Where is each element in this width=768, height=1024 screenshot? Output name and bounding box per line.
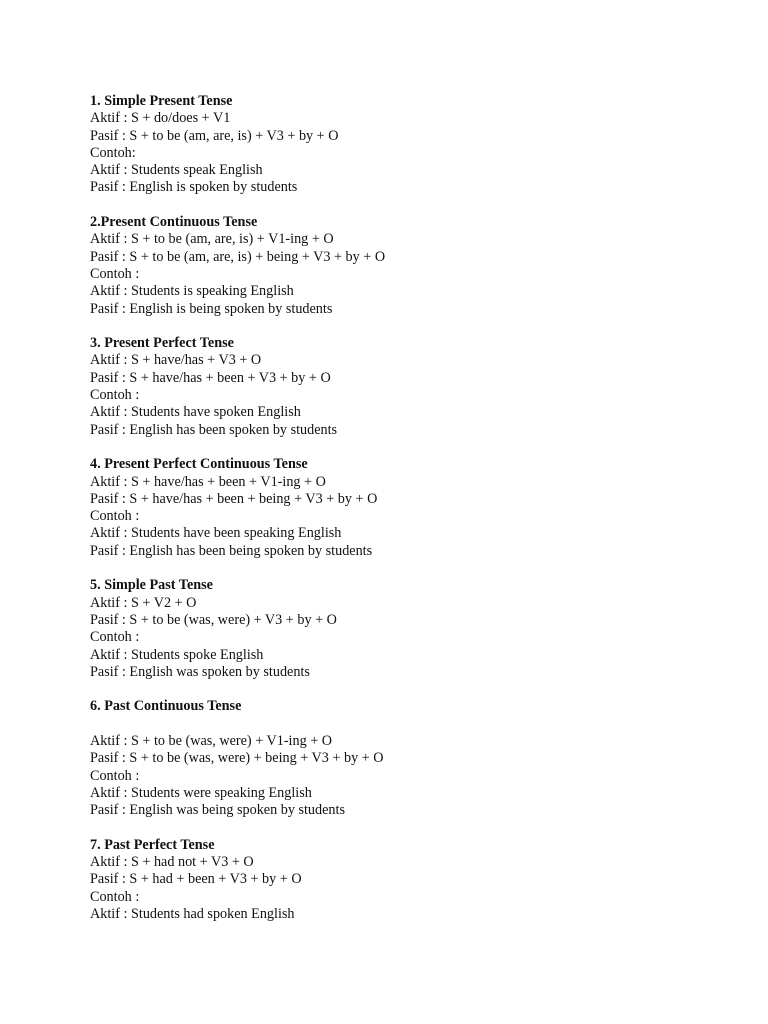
- section-spacer: [90, 197, 730, 214]
- example-label: Contoh :: [90, 888, 140, 905]
- tense-section-past-continuous: [90, 698, 730, 819]
- active-example: Aktif : Students have spoken English: [90, 404, 301, 421]
- tense-section-simple-present: [90, 93, 730, 197]
- passive-formula: Pasif : S + have/has + been + being + V3 + by + O: [90, 490, 378, 507]
- tense-section-present-perfect-continuous: [90, 456, 730, 560]
- active-formula: Aktif : S + to be (was, were) + V1-ing + O: [90, 732, 333, 749]
- passive-example: Pasif : English is spoken by students: [90, 179, 298, 196]
- passive-example: Pasif : English has been spoken by students: [90, 421, 338, 438]
- passive-formula: Pasif : S + have/has + been + V3 + by + O: [90, 369, 331, 386]
- section-spacer: [90, 560, 730, 577]
- example-label: Contoh :: [90, 767, 140, 784]
- active-formula: Aktif : S + V2 + O: [90, 594, 197, 611]
- blank-line: [90, 716, 730, 733]
- active-example: Aktif : Students have been speaking English: [90, 525, 342, 542]
- example-label: Contoh :: [90, 387, 140, 404]
- section-spacer: [90, 819, 730, 836]
- passive-formula: Pasif : S + had + been + V3 + by + O: [90, 871, 302, 888]
- active-formula: Aktif : S + have/has + been + V1-ing + O: [90, 473, 326, 490]
- passive-formula: Pasif : S + to be (am, are, is) + being + V3 + by + O: [90, 248, 386, 265]
- section-spacer: [90, 681, 730, 698]
- tense-section-present-perfect: [90, 335, 730, 439]
- active-example: Aktif : Students had spoken English: [90, 905, 295, 922]
- section-heading: 1. Simple Present Tense: [90, 93, 233, 109]
- passive-example: Pasif : English has been being spoken by students: [90, 542, 373, 559]
- section-heading: 2.Present Continuous Tense: [90, 214, 258, 231]
- section-heading: 6. Past Continuous Tense: [90, 698, 242, 715]
- active-formula: Aktif : S + to be (am, are, is) + V1-ing + O: [90, 231, 334, 248]
- example-label: Contoh :: [90, 629, 140, 646]
- example-label: Contoh :: [90, 508, 140, 525]
- section-heading: 5. Simple Past Tense: [90, 577, 213, 594]
- active-formula: Aktif : S + do/does + V1: [90, 110, 231, 127]
- section-spacer: [90, 318, 730, 335]
- passive-example: Pasif : English is being spoken by students: [90, 300, 333, 317]
- tense-section-present-continuous: [90, 214, 730, 318]
- passive-example: Pasif : English was spoken by students: [90, 663, 310, 680]
- active-example: Aktif : Students were speaking English: [90, 784, 312, 801]
- active-formula: Aktif : S + have/has + V3 + O: [90, 352, 262, 369]
- section-spacer: [90, 439, 730, 456]
- tense-section-past-perfect: [90, 837, 730, 923]
- active-example: Aktif : Students speak English: [90, 162, 263, 179]
- passive-formula: Pasif : S + to be (was, were) + being + V3 + by + O: [90, 750, 384, 767]
- active-example: Aktif : Students is speaking English: [90, 283, 294, 300]
- section-heading: 4. Present Perfect Continuous Tense: [90, 456, 308, 473]
- tense-section-simple-past: [90, 577, 730, 681]
- active-example: Aktif : Students spoke English: [90, 646, 264, 663]
- active-formula: Aktif : S + had not + V3 + O: [90, 854, 254, 871]
- section-heading: 3. Present Perfect Tense: [90, 335, 234, 352]
- passive-example: Pasif : English was being spoken by students: [90, 802, 345, 819]
- passive-formula: Pasif : S + to be (was, were) + V3 + by + O: [90, 611, 337, 628]
- section-heading: 7. Past Perfect Tense: [90, 836, 215, 853]
- passive-formula: Pasif : S + to be (am, are, is) + V3 + by + O: [90, 127, 339, 144]
- document-page: [90, 93, 730, 923]
- example-label: Contoh:: [90, 144, 136, 161]
- example-label: Contoh :: [90, 265, 140, 282]
